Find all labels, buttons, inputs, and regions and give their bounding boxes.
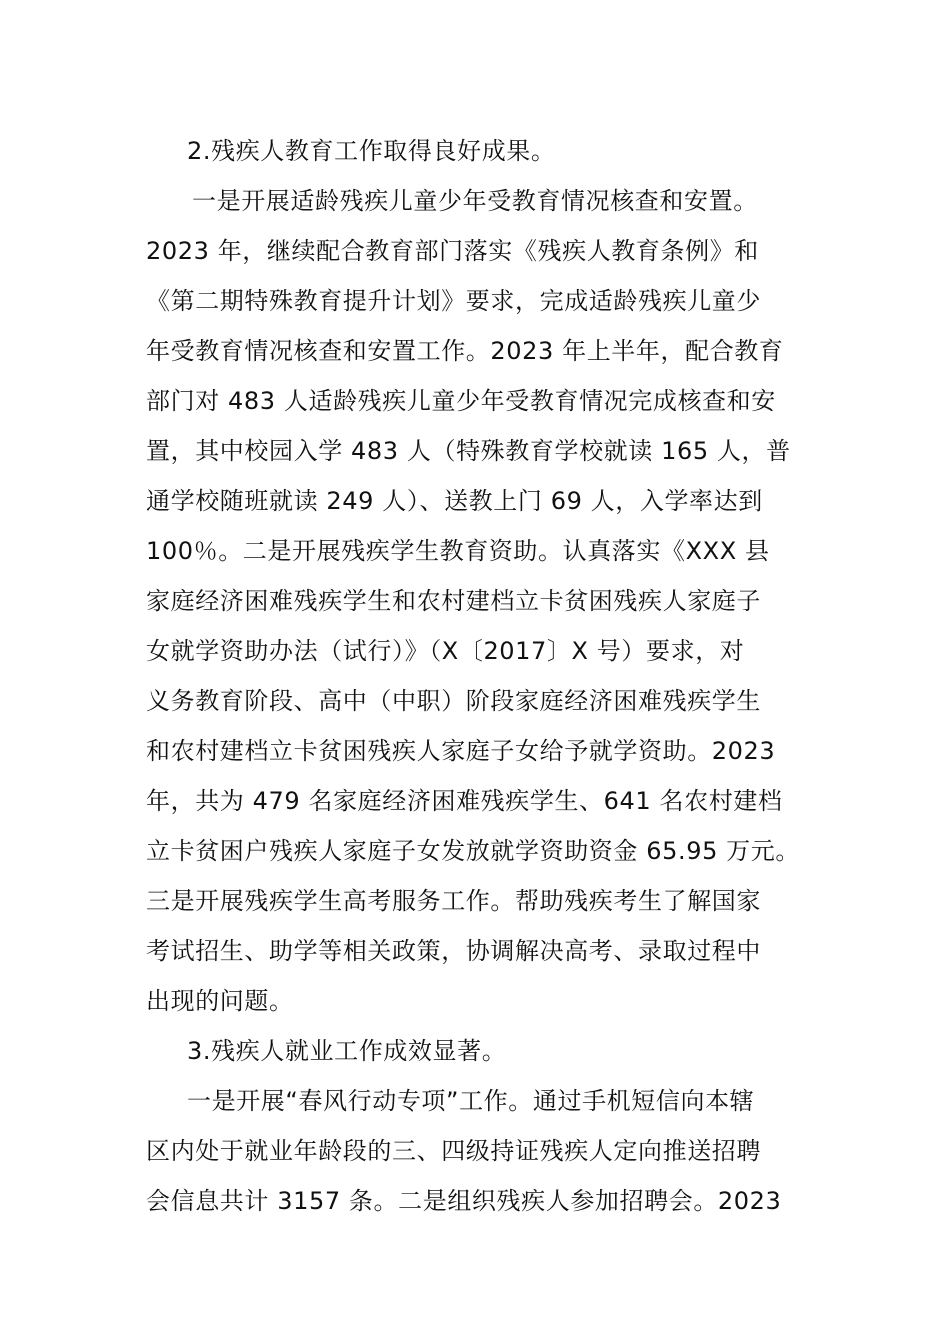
paragraph-line: 女就学资助办法（试行）》（X〔2017〕X 号）要求，对 [146, 637, 745, 665]
paragraph-line: 出现的问题。 [146, 987, 294, 1015]
paragraph-line: 年受教育情况核查和安置工作。2023 年上半年，配合教育 [146, 337, 784, 365]
paragraph-line: 年，共为 479 名家庭经济困难残疾学生、641 名农村建档 [146, 787, 783, 815]
paragraph-line: 部门对 483 人适龄残疾儿童少年受教育情况完成核查和安 [146, 387, 776, 415]
paragraph-line: 会信息共计 3157 条。二是组织残疾人参加招聘会。2023 [146, 1187, 782, 1215]
paragraph-line: 义务教育阶段、高中（中职）阶段家庭经济困难残疾学生 [146, 687, 761, 715]
paragraph-line: 2023 年，继续配合教育部门落实《残疾人教育条例》和 [146, 237, 759, 265]
paragraph-line: 家庭经济困难残疾学生和农村建档立卡贫困残疾人家庭子 [146, 587, 761, 615]
paragraph-line: 100％。二是开展残疾学生教育资助。认真落实《XXX 县 [146, 537, 770, 565]
paragraph-line: 立卡贫困户残疾人家庭子女发放就学资助资金 65.95 万元。 [146, 837, 800, 865]
section-heading-employment: 3.残疾人就业工作成效显著。 [187, 1037, 507, 1065]
section-heading-education: 2.残疾人教育工作取得良好成果。 [187, 137, 556, 165]
paragraph-line: 考试招生、助学等相关政策，协调解决高考、录取过程中 [146, 937, 761, 965]
paragraph-line: 一是开展“春风行动专项”工作。通过手机短信向本辖 [187, 1087, 755, 1115]
paragraph-line: 三是开展残疾学生高考服务工作。帮助残疾考生了解国家 [146, 887, 761, 915]
paragraph-line: 一是开展适龄残疾儿童少年受教育情况核查和安置。 [192, 187, 758, 215]
paragraph-line: 和农村建档立卡贫困残疾人家庭子女给予就学资助。2023 [146, 737, 776, 765]
paragraph-line: 置，其中校园入学 483 人（特殊教育学校就读 165 人，普 [146, 437, 791, 465]
paragraph-line: 通学校随班就读 249 人）、送教上门 69 人，入学率达到 [146, 487, 763, 515]
paragraph-line: 区内处于就业年龄段的三、四级持证残疾人定向推送招聘 [146, 1137, 761, 1165]
paragraph-line: 《第二期特殊教育提升计划》要求，完成适龄残疾儿童少 [146, 287, 761, 315]
